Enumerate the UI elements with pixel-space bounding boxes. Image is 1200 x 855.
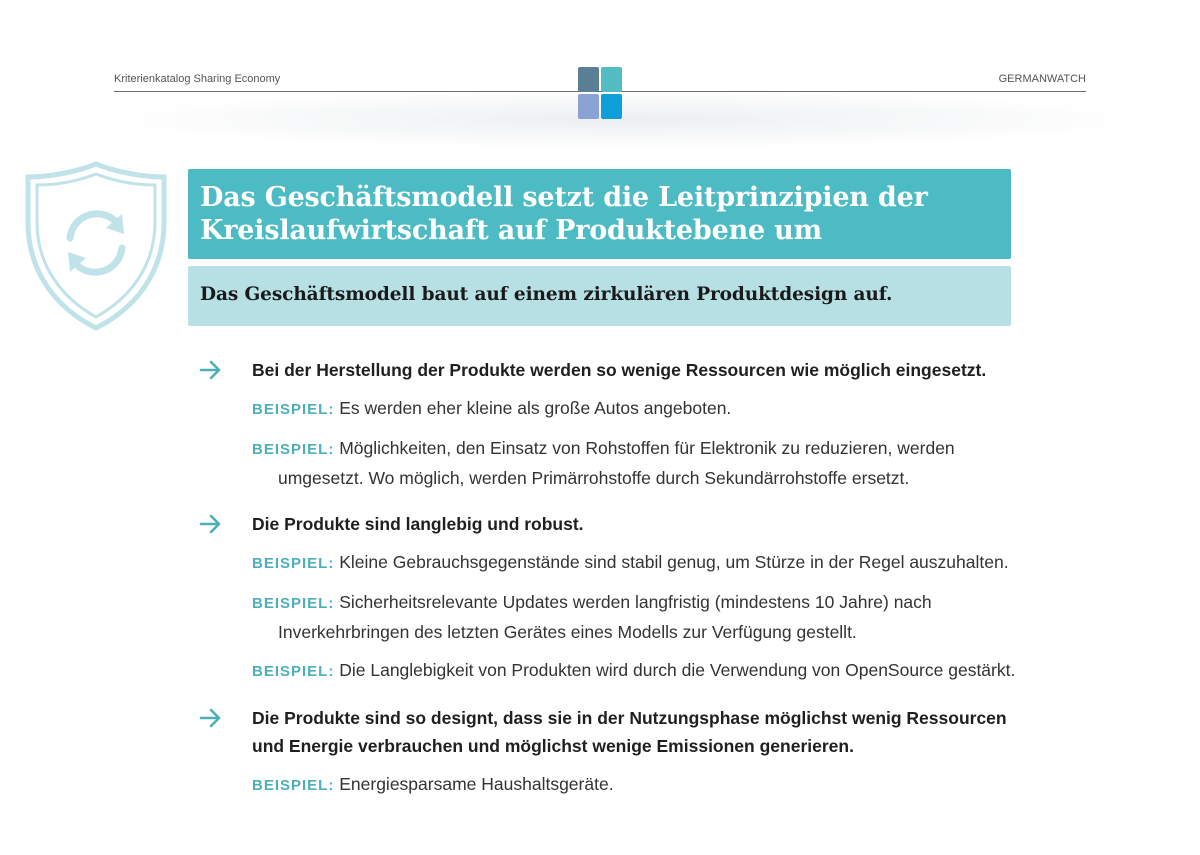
example-text: Die Langlebigkeit von Produkten wird durch die Verwendung von OpenSource gestärkt.	[339, 660, 1016, 680]
example-paragraph	[198, 656, 1018, 686]
criterion-item	[198, 356, 1018, 492]
criterion-heading-text: Die Produkte sind langlebig und robust.	[252, 514, 584, 534]
example-paragraph	[198, 588, 1018, 646]
example-paragraph	[198, 770, 1018, 800]
example-label: BEISPIEL:	[252, 663, 335, 680]
example-text: Möglichkeiten, den Einsatz von Rohstoffen für Elektronik zu reduzieren, werden umgesetzt. Wo möglich, werden Primärrohstoffe durch Sekundärrohstoffe ersetzt.	[278, 438, 955, 488]
shield-refresh-icon	[24, 160, 168, 332]
criterion-item	[198, 510, 1018, 686]
arrow-right-icon	[198, 512, 224, 536]
subtitle-banner	[188, 266, 1011, 326]
four-squares-logo	[578, 67, 622, 120]
criterion-heading-text: Bei der Herstellung der Produkte werden so wenige Ressourcen wie möglich eingesetzt.	[252, 360, 987, 380]
example-paragraph	[198, 548, 1018, 578]
arrow-right-icon	[198, 358, 224, 382]
logo-square-bottom-right	[601, 94, 622, 119]
criterion-heading	[198, 510, 1018, 538]
arrow-right-icon	[198, 706, 224, 730]
criteria-list	[198, 356, 1018, 818]
header-organization: GERMANWATCH	[998, 73, 1086, 85]
criterion-heading	[198, 356, 1018, 384]
example-paragraph	[198, 434, 1018, 492]
example-label: BEISPIEL:	[252, 595, 335, 612]
criterion-heading	[198, 704, 1018, 760]
example-text: Kleine Gebrauchsgegenstände sind stabil genug, um Stürze in der Regel auszuhalten.	[339, 552, 1009, 572]
example-label: BEISPIEL:	[252, 401, 335, 418]
example-label: BEISPIEL:	[252, 555, 335, 572]
example-label: BEISPIEL:	[252, 441, 335, 458]
page-subtitle: Das Geschäftsmodell baut auf einem zirkulären Produktdesign auf.	[200, 284, 893, 305]
criterion-heading-text: Die Produkte sind so designt, dass sie in der Nutzungsphase möglichst wenig Ressourcen und Energie verbrauchen und möglichst wenige Emissionen generieren.	[252, 708, 1007, 756]
example-label: BEISPIEL:	[252, 777, 335, 794]
page-title: Das Geschäftsmodell setzt die Leitprinzipien der Kreislaufwirtschaft auf Produktebene um	[200, 182, 928, 246]
header-document-title: Kriterienkatalog Sharing Economy	[114, 73, 281, 85]
example-text: Sicherheitsrelevante Updates werden langfristig (mindestens 10 Jahre) nach Inverkehrbringen des letzten Gerätes eines Modells zur Verfügung gestellt.	[278, 592, 932, 642]
example-text: Es werden eher kleine als große Autos angeboten.	[339, 398, 732, 418]
logo-square-top-right	[601, 67, 622, 92]
title-banner	[188, 169, 1011, 259]
example-paragraph	[198, 394, 1018, 424]
logo-square-top-left	[578, 67, 599, 92]
logo-square-bottom-left	[578, 94, 599, 119]
header-shadow	[125, 92, 1125, 147]
example-text: Energiesparsame Haushaltsgeräte.	[339, 774, 614, 794]
criterion-item	[198, 704, 1018, 800]
